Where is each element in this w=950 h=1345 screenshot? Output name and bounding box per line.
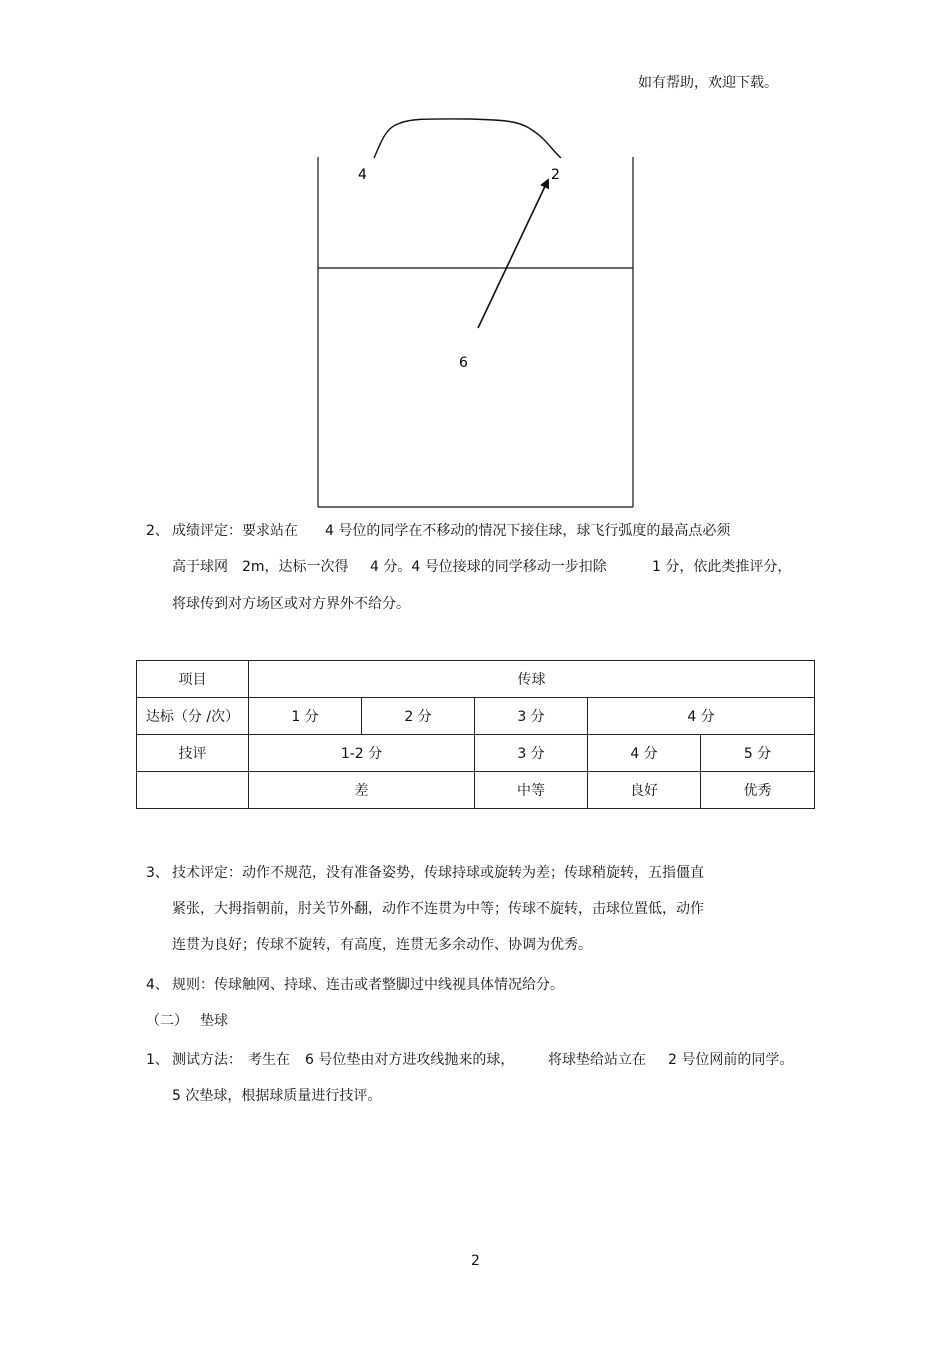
table-cell: 3 分 [475,698,588,735]
table-cell: 1-2 分 [249,735,475,772]
ball-arc [374,119,561,158]
table-cell: 4 分 [588,735,701,772]
table-cell: 良好 [588,772,701,809]
section-2-line1b: 4 号位的同学在不移动的情况下接住球，球飞行弧度的最高点必须 [325,523,731,539]
position-6-label: 6 [459,355,468,371]
pass-arrow [478,180,548,328]
table-row [137,772,815,809]
table-cell [137,772,249,809]
table-cell: 中等 [475,772,588,809]
table-cell: 3 分 [475,735,588,772]
section-5-line1a: 测试方法： [172,1052,242,1068]
section-2-line1a: 成绩评定：要求站在 [172,523,298,539]
scoring-table [136,660,815,809]
section-4-number: 4、 [146,977,169,993]
section-3-number: 3、 [146,865,169,881]
section-2-number: 2、 [146,523,169,539]
subsection-title: 垫球 [200,1013,228,1029]
position-2-label: 2 [551,167,560,183]
table-cell: 传球 [249,661,815,698]
table-cell: 优秀 [701,772,815,809]
table-row [137,661,815,698]
subsection-number: （二） [146,1013,188,1029]
table-cell: 4 分 [588,698,815,735]
section-4-line1: 规则：传球触网、持球、连击或者整脚过中线视具体情况给分。 [172,977,564,993]
table-cell: 2 分 [362,698,475,735]
section-2-line2b: 2m，达标一次得 [242,559,349,575]
table-cell: 差 [249,772,475,809]
table-cell: 5 分 [701,735,815,772]
section-2-line3: 将球传到对方场区或对方界外不给分。 [172,596,410,612]
table-cell: 项目 [137,661,249,698]
court-diagram [0,0,950,520]
section-5-line2: 5 次垫球，根据球质量进行技评。 [172,1088,382,1104]
section-3-line1: 技术评定：动作不规范，没有准备姿势，传球持球或旋转为差；传球稍旋转，五指僵直 [172,865,704,881]
table-row [137,698,815,735]
section-3-line2: 紧张，大拇指朝前，肘关节外翻，动作不连贯为中等；传球不旋转，击球位置低，动作 [172,901,704,917]
section-5-line1b: 考生在 [248,1052,290,1068]
section-3-line3: 连贯为良好；传球不旋转，有高度，连贯无多余动作、协调为优秀。 [172,937,592,953]
header-note: 如有帮助，欢迎下载。 [638,75,778,91]
section-5-number: 1、 [146,1052,169,1068]
table-cell: 技评 [137,735,249,772]
section-5-line1d: 将球垫给站立在 [548,1052,646,1068]
table-cell: 1 分 [249,698,362,735]
position-4-label: 4 [358,167,367,183]
section-2-line2c: 4 分。4 号位接球的同学移动一步扣除 [370,559,607,575]
section-5-line1e: 2 号位网前的同学。 [668,1052,794,1068]
section-2-line2a: 高于球网 [172,559,228,575]
section-5-line1c: 6 号位垫由对方进攻线抛来的球， [305,1052,515,1068]
page-number: 2 [471,1253,480,1269]
section-2-line2d: 1 分，依此类推评分， [652,559,792,575]
table-row [137,735,815,772]
table-cell: 达标（分 /次） [137,698,249,735]
